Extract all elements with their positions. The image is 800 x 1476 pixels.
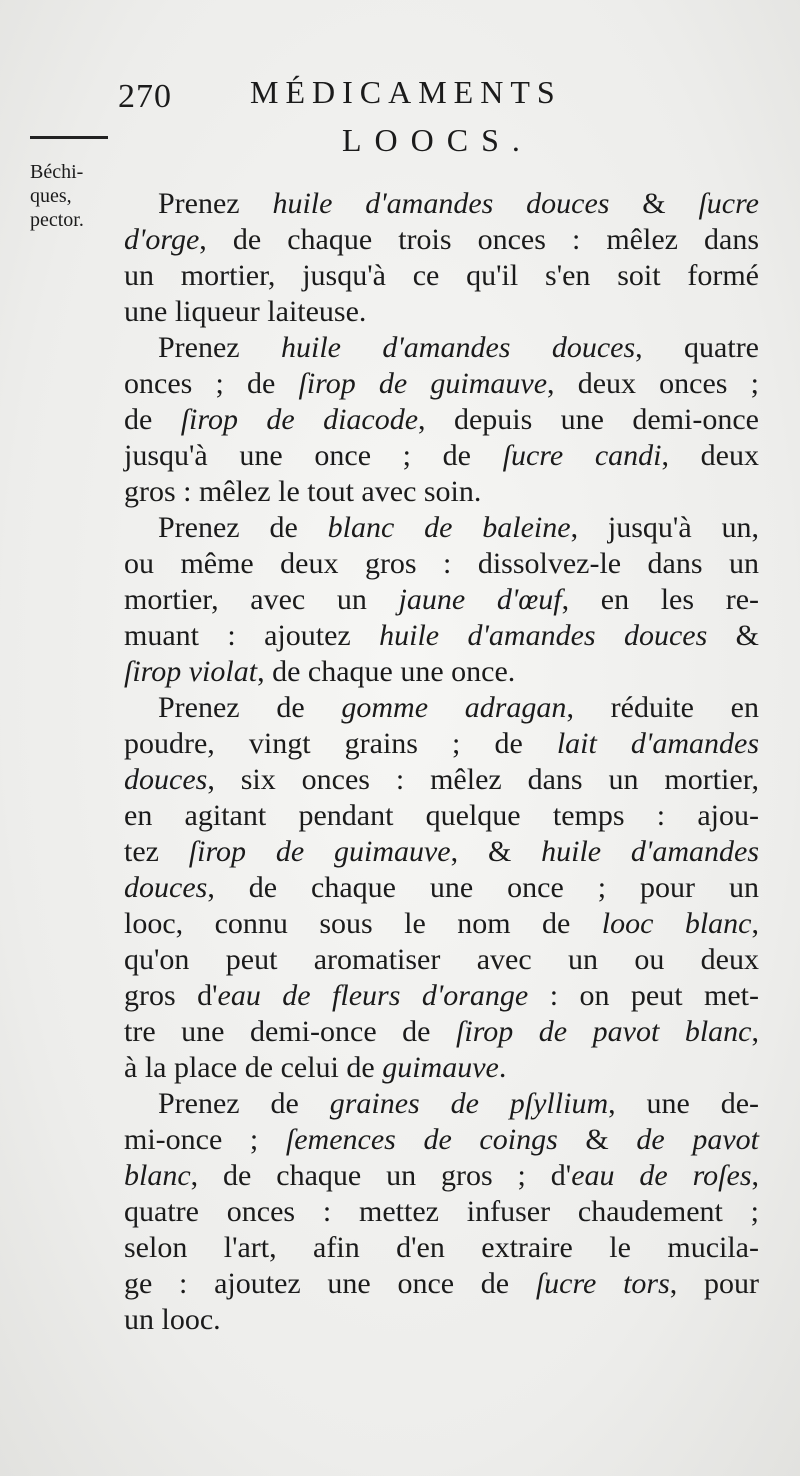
text-line: douces, de chaque une once ; pour un [124, 871, 759, 904]
text-line: onces ; de ſirop de guimauve, deux onces ; [124, 367, 759, 400]
text-line: selon l'art, afin d'en extraire le mucila- [124, 1231, 759, 1264]
text-line: blanc, de chaque un gros ; d'eau de roſes, [124, 1159, 759, 1192]
text-line: tez ſirop de guimauve, & huile d'amandes [124, 835, 759, 868]
margin-note [30, 160, 122, 232]
text-line: un mortier, jusqu'à ce qu'il s'en soit formé [124, 259, 759, 292]
text-line: tre une demi-once de ſirop de pavot blanc, [124, 1015, 759, 1048]
text-line: muant : ajoutez huile d'amandes douces & [124, 619, 759, 652]
text-line: jusqu'à une once ; de ſucre candi, deux [124, 439, 759, 472]
page-header [118, 70, 658, 116]
text-line: à la place de celui de guimauve. [124, 1051, 507, 1084]
text-line: quatre onces : mettez infuser chaudement ; [124, 1195, 759, 1228]
text-line: qu'on peut aromatiser avec un ou deux [124, 943, 759, 976]
paragraph [124, 690, 759, 1086]
page-number: 270 [118, 78, 172, 115]
text-line: ſirop violat, de chaque une once. [124, 655, 516, 688]
text-line: d'orge, de chaque trois onces : mêlez dans [124, 223, 759, 256]
margin-note-line: ques, [30, 185, 72, 207]
text-line: Prenez de gomme adragan, réduite en [158, 691, 759, 724]
paragraph [124, 1086, 759, 1338]
margin-rule [30, 136, 108, 139]
text-line: looc, connu sous le nom de looc blanc, [124, 907, 759, 940]
paragraph [124, 186, 759, 330]
text-line: Prenez de blanc de baleine, jusqu'à un, [158, 511, 759, 544]
paragraph [124, 510, 759, 690]
text-line: douces, six onces : mêlez dans un mortier, [124, 763, 759, 796]
text-line: Prenez huile d'amandes douces & ſucre [158, 187, 759, 220]
text-line: Prenez huile d'amandes douces, quatre [158, 331, 759, 364]
text-line: de ſirop de diacode, depuis une demi-once [124, 403, 759, 436]
text-line: mortier, avec un jaune d'œuf, en les re- [124, 583, 759, 616]
text-line: gros : mêlez le tout avec soin. [124, 475, 482, 508]
text-line: Prenez de graines de pſyllium, une de- [158, 1087, 759, 1120]
body-text [124, 186, 759, 1338]
text-line: poudre, vingt grains ; de lait d'amandes [124, 727, 759, 760]
text-line: une liqueur laiteuse. [124, 295, 367, 328]
text-line: en agitant pendant quelque temps : ajou- [124, 799, 759, 832]
section-title: LOOCS. [342, 122, 533, 158]
margin-note-line: Béchi- [30, 161, 84, 183]
paragraph [124, 330, 759, 510]
text-line: gros d'eau de fleurs d'orange : on peut met- [124, 979, 759, 1012]
text-line: un looc. [124, 1303, 221, 1336]
text-line: ge : ajoutez une once de ſucre tors, pour [124, 1267, 759, 1300]
text-line: mi-once ; ſemences de coings & de pavot [124, 1123, 759, 1156]
running-title: MÉDICAMENTS [250, 74, 562, 110]
margin-note-line: pector. [30, 209, 84, 231]
text-line: ou même deux gros : dissolvez-le dans un [124, 547, 759, 580]
